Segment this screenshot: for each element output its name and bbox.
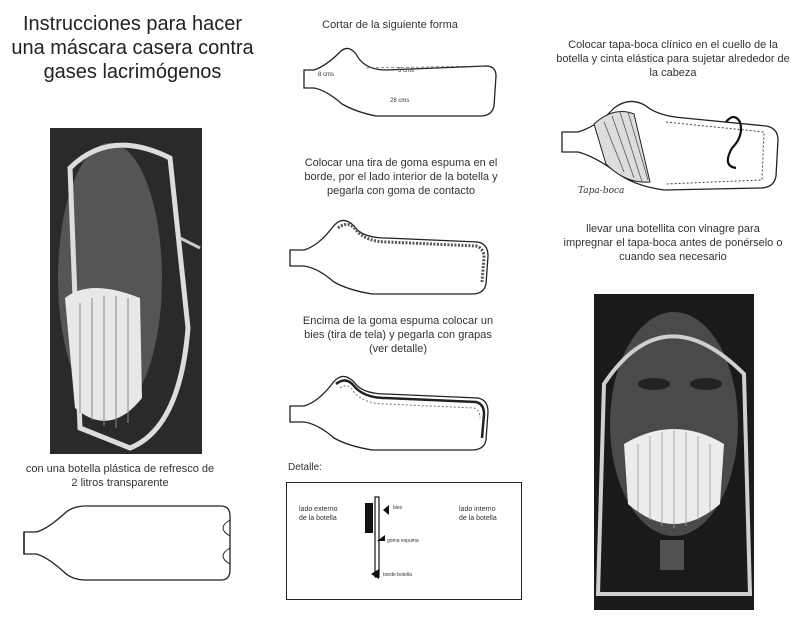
dim-5cm: 5 cms xyxy=(398,68,415,74)
bias-drawing xyxy=(282,366,498,452)
page-title: Instrucciones para hacer una máscara casera contra gases lacrimógenos xyxy=(11,13,254,83)
dim-28cm: 28 cms xyxy=(390,98,410,104)
bias-caption: Encima de la goma espuma colocar un bies (tira de tela) y pegarla con grapas (ver detalle) xyxy=(302,315,494,355)
detail-box xyxy=(286,482,522,600)
detail-inner-text: lado interno de la botella xyxy=(459,506,497,522)
detail-label: Detalle: xyxy=(288,462,322,473)
cut-caption: Cortar de la siguiente forma xyxy=(322,19,458,31)
person-mask-photo xyxy=(594,294,754,610)
mask-caption: Colocar tapa-boca clínico en el cuello de la botella y cinta elástica para sujetar alrededor de la cabeza xyxy=(556,39,790,79)
mask-bottle-drawing xyxy=(554,92,784,204)
bottle-drawing xyxy=(16,500,236,586)
detail-mark-3: borde botella xyxy=(383,572,412,578)
foam-drawing xyxy=(282,206,498,298)
cut-shape-drawing xyxy=(296,40,500,120)
detail-outer-text: lado externo de la botella xyxy=(299,506,338,522)
dim-8cm: 8 cms xyxy=(318,72,335,78)
mask-profile-photo xyxy=(50,128,202,454)
tapabocas-label: Tapa-boca xyxy=(578,186,625,196)
vinegar-caption: llevar una botellita con vinagre para impregnar el tapa-boca antes de ponérselo o cuando sea necesario xyxy=(563,223,783,263)
foam-caption: Colocar una tira de goma espuma en el borde, por el lado interior de la botella y pegarla con goma de contacto xyxy=(304,157,498,197)
bottle-caption: con una botella plástica de refresco de 2 litros transparente xyxy=(25,463,215,489)
detail-mark-2: goma espuma xyxy=(387,538,419,544)
detail-mark-1: bies xyxy=(393,505,403,511)
